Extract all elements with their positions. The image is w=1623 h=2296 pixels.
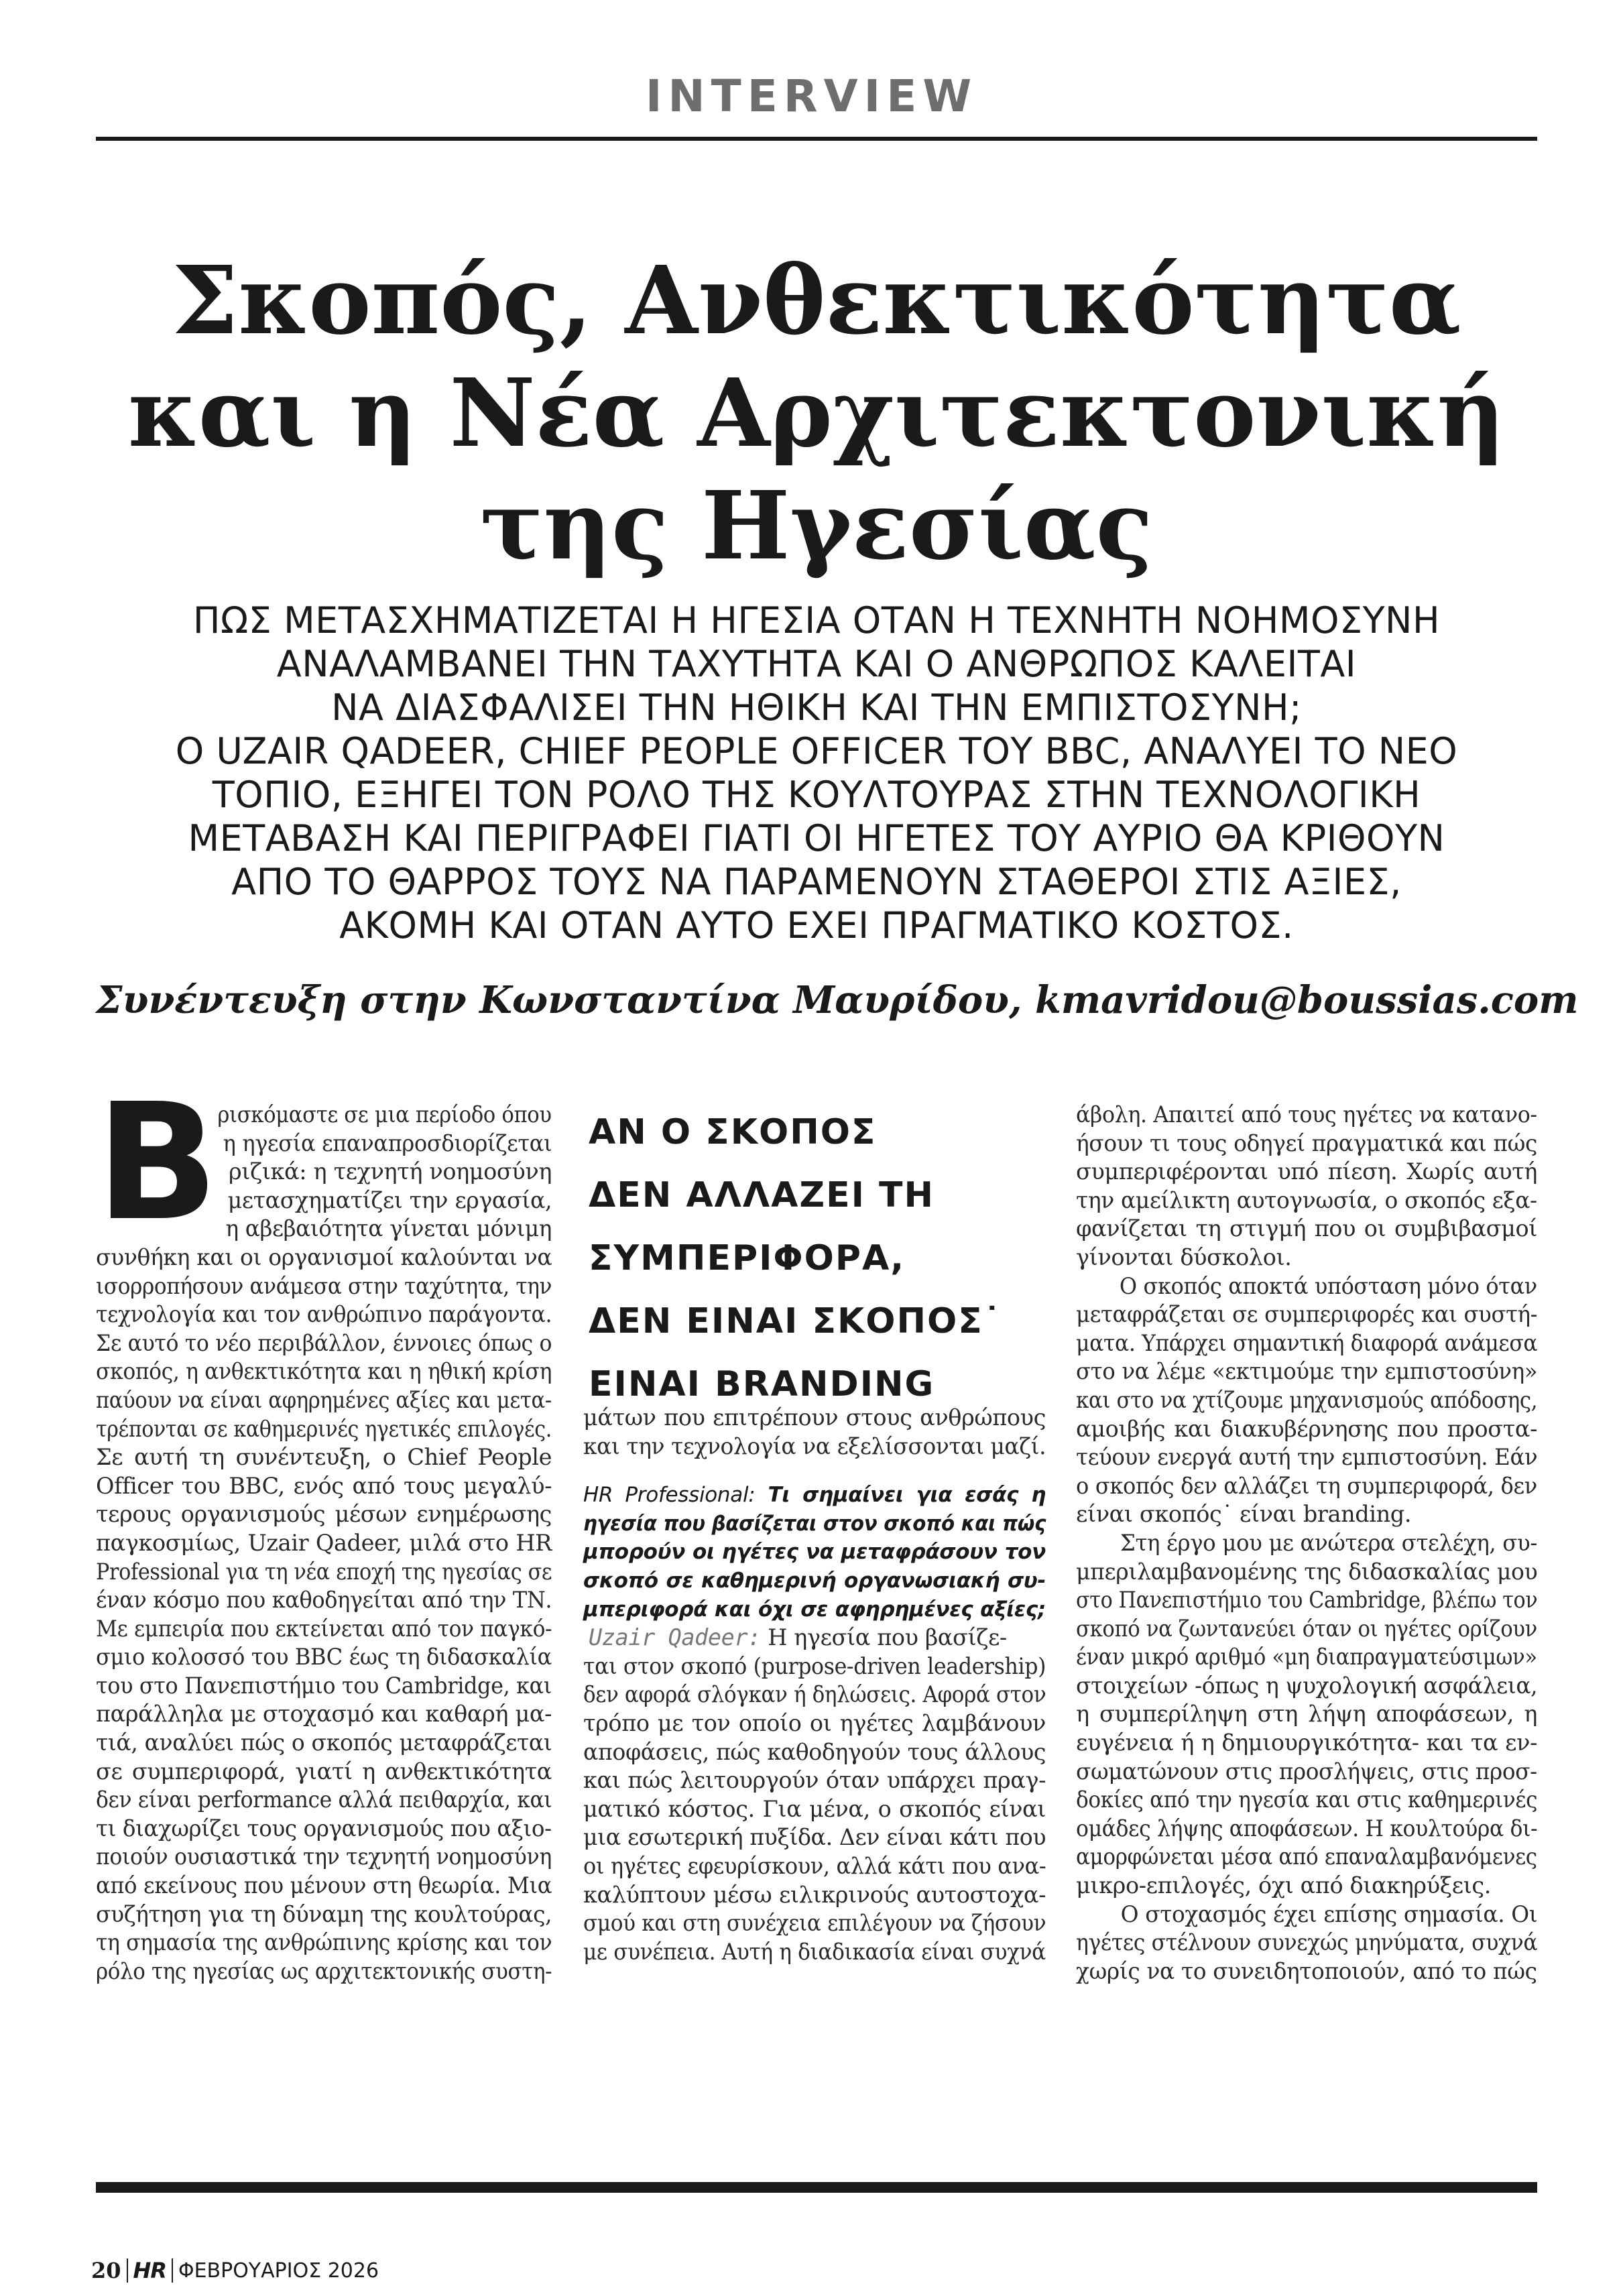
question-line [583,1481,1046,1510]
footer-divider [127,2258,128,2283]
headline-line: και η Νέα Αρχιτεκτονική [127,359,1506,469]
standfirst-line: ΠΩΣ ΜΕΤΑΣΧΗΜΑΤΙΖΕΤΑΙ Η ΗΓΕΣΙΑ ΟΤΑΝ Η ΤΕΧΝΗΤΗ ΝΟΗΜΟΣΥΝΗ [192,599,1441,642]
pull-quote-line: ΣΥΜΠΕΡΙΦΟΡΑ, [589,1238,905,1278]
text-line: γίνονται δύσκολοι. [1076,1244,1292,1270]
question-line: σκοπό σε καθημερινή οργανωσιακή συ- [583,1568,1046,1593]
text-line: ήσουν τι τους οδηγεί πραγματικά και πώς [1076,1130,1538,1156]
bottom-rule [96,2182,1537,2193]
text-line: συμπεριφέρονται υπό πίεση. Χωρίς αυτή [1076,1158,1537,1185]
text-line: δοκίες από την ηγεσία και στις καθημερινές [1076,1787,1538,1813]
text-line: έναν κόσμο που καθοδηγείται από την ΤΝ. [96,1587,552,1614]
text-line: η συμπερίληψη στη λήψη αποφάσεων, η [1076,1701,1537,1728]
text-line: παράλληλα με στοχασμό και καθαρή μα- [96,1701,552,1728]
question-line: ηγεσία που βασίζεται στον σκοπό και πώς [583,1511,1046,1536]
text-line: Σε αυτή τη συνέντευξη, ο Chief People [96,1444,552,1471]
text-line: ομάδες λήψης αποφάσεων. Η κουλτούρα δι- [1076,1815,1538,1841]
standfirst-line: ΜΕΤΑΒΑΣΗ ΚΑΙ ΠΕΡΙΓΡΑΦΕΙ ΓΙΑΤΙ ΟΙ ΗΓΕΤΕΣ ΤΟΥ ΑΥΡΙΟ ΘΑ ΚΡΙΘΟΥΝ [188,817,1445,859]
pull-quote-line: ΕΙΝΑΙ BRANDING [589,1364,935,1404]
text-line: άβολη. Απαιτεί από τους ηγέτες να κατανο- [1076,1101,1537,1128]
pull-quote-line: ΑΝ Ο ΣΚΟΠΟΣ [589,1112,877,1152]
text-line: δεν είναι performance αλλά πειθαρχία, και [96,1787,552,1813]
text-line: μια εσωτερική πυξίδα. Δεν είναι κάτι που [583,1824,1046,1851]
section-label: INTERVIEW [645,70,978,122]
standfirst-line: ΝΑ ΔΙΑΣΦΑΛΙΣΕΙ ΤΗΝ ΗΘΙΚΗ ΚΑΙ ΤΗΝ ΕΜΠΙΣΤΟΣΥΝΗ; [331,686,1302,729]
text-line: τη σημασία της ανθρώπινης κρίσης και τον [96,1929,552,1956]
headline-line: της Ηγεσίας [480,471,1153,581]
text-line: συζήτηση για τη δύναμη της κουλτούρας, [96,1900,552,1927]
text-line: η αβεβαιότητα γίνεται μόνιμη [225,1215,552,1242]
text-line: σμού και στη συνέχεια επιλέγουν να ζήσουν [583,1910,1046,1937]
text-line: τρέπονται σε καθημερινές ηγετικές επιλογές. [96,1415,552,1442]
answer-line [583,1624,1046,1652]
pull-quote [589,1101,1044,1416]
standfirst-line: ΤΟΠΙΟ, ΕΞΗΓΕΙ ΤΟΝ ΡΟΛΟ ΤΗΣ ΚΟΥΛΤΟΥΡΑΣ ΣΤΗΝ ΤΕΧΝΟΛΟΓΙΚΗ [212,774,1421,816]
text-line: παγκοσμίως, Uzair Qadeer, μιλά στο HR [96,1529,552,1556]
body-column-3 [1076,1101,1537,1986]
text-line: στο Πανεπιστήμιο του Cambridge, βλέπω τον [1076,1587,1538,1614]
text-line: τεύουν ενεργά αυτή την εμπιστοσύνη. Εάν [1076,1444,1538,1471]
text-line: και την τεχνολογία να εξελίσσονται μαζί. [583,1433,1046,1459]
text-line: μεταφράζεται σε συμπεριφορές και συστή- [1076,1301,1538,1328]
top-rule [96,137,1537,141]
text-line: στοιχείων -όπως η ψυχολογική ασφάλεια, [1076,1672,1538,1699]
question-line: μπεριφορά και όχι σε αφηρημένες αξίες; [583,1597,1046,1622]
text-line: τερους οργανισμούς μέσων ενημέρωσης [96,1501,552,1528]
text-line: ματα. Υπάρχει σημαντική διαφορά ανάμεσα [1076,1329,1538,1356]
standfirst-line: ΑΠΟ ΤΟ ΘΑΡΡΟΣ ΤΟΥΣ ΝΑ ΠΑΡΑΜΕΝΟΥΝ ΣΤΑΘΕΡΟΙ ΣΤΙΣ ΑΞΙΕΣ, [231,861,1402,903]
footer-divider [172,2258,173,2283]
answer-text: Η ηγεσία που βασίζε- [761,1624,1007,1651]
text-line: αμορφώνεται μέσα από επαναλαμβανόμενες [1076,1844,1537,1870]
text-line: αμοιβής και διακυβέρνησης που προστα- [1076,1415,1537,1442]
text-line: ρόλο της ηγεσίας ως αρχιτεκτονικής συστη- [96,1957,552,1984]
pull-quote-line: ΔΕΝ ΑΛΛΑΖΕΙ ΤΗ [589,1175,935,1215]
speaker-name: Uzair Qadeer: [589,1624,761,1651]
text-line: σε συμπεριφορά, γιατί η ανθεκτικότητα [96,1758,552,1785]
text-line: και πώς λειτουργούν όταν υπάρχει πραγ- [583,1767,1046,1794]
text-line: Σε αυτό το νέο περιβάλλον, έννοιες όπως ο [96,1329,552,1356]
text-line: και στο να χτίζουμε μηχανισμούς απόδοσης, [1076,1386,1538,1413]
text-line: Ο στοχασμός έχει επίσης σημασία. Οι [1120,1900,1538,1927]
text-line: μάτων που επιτρέπουν στους ανθρώπους [583,1404,1046,1431]
text-line: Professional για τη νέα εποχή της ηγεσίας σε [96,1558,552,1585]
text-line: του στο Πανεπιστήμιο του Cambridge, και [96,1672,552,1699]
paragraph-gap [583,1461,1046,1481]
text-line: αποφάσεις, πώς καθοδηγούν τους άλλους [583,1738,1046,1765]
text-line: ισορροπήσουν ανάμεσα στην ταχύτητα, την [96,1272,552,1299]
text-line: την αμείλικτη αυτογνωσία, ο σκοπός εξα- [1076,1187,1537,1213]
question-label: HR Professional: [583,1483,756,1508]
text-line: τεχνολογία και τον ανθρώπινο παράγοντα. [96,1301,552,1328]
text-line: σμιο κολοσσό του BBC έως τη διδασκαλία [96,1644,552,1671]
text-line: Στη έργο μου με ανώτερα στελέχη, συ- [1120,1529,1537,1556]
question-line: μπορούν οι ηγέτες να μεταφράσουν τον [583,1540,1046,1565]
text-line: σκοπό να ζωντανεύει όταν οι ηγέτες ορίζουν [1076,1615,1537,1642]
text-line: ευγένεια ή η δημιουργικότητα- και τα εν- [1076,1730,1537,1756]
text-line: ται στον σκοπό (purpose-driven leadership) [583,1652,1046,1679]
text-line: τρόπο με τον οποίο οι ηγέτες λαμβάνουν [583,1709,1046,1736]
text-line: μπεριλαμβανομένης της διδασκαλίας μου [1076,1558,1538,1585]
magazine-logo: HR [133,2258,166,2283]
text-line: δεν αφορά σλόγκαν ή δηλώσεις. Αφορά στον [583,1681,1046,1708]
body-column-1 [96,1069,552,1986]
text-line: συνθήκη και οι οργανισμοί καλούνται να [96,1244,552,1270]
text-line: Ο σκοπός αποκτά υπόσταση μόνο όταν [1119,1272,1537,1299]
pull-quote-line: ΔΕΝ ΕΙΝΑΙ ΣΚΟΠΟΣ˙ [589,1301,1002,1341]
headline-line: Σκοπός, Ανθεκτικότητα [172,246,1461,356]
text-line: ποιούν ουσιαστικά την τεχνητή νοημοσύνη [96,1844,552,1870]
text-line: χωρίς να το συνειδητοποιούν, από το πώς [1076,1957,1537,1984]
text-line: ο σκοπός δεν αλλάζει τη συμπεριφορά, δεν [1076,1472,1537,1499]
text-line: τιά, αναλύει πώς ο σκοπός μεταφράζεται [96,1730,552,1756]
byline: Συνέντευξη στην Κωνσταντίνα Μαυρίδου, kmavridou@boussias.com [96,978,1579,1022]
text-line: ρισκόμαστε σε μια περίοδο όπου [217,1101,552,1128]
text-line: μικρο-επιλογές, όχι από διακηρύξεις. [1076,1872,1492,1899]
issue-date: ΦΕΒΡΟΥΑΡΙΟΣ 2026 [178,2258,379,2283]
text-line: οι ηγέτες εφευρίσκουν, αλλά κάτι που ανα- [583,1852,1046,1879]
text-line: ματικό κόστος. Για μένα, ο σκοπός είναι [583,1795,1046,1822]
drop-cap: Β [96,1069,219,1256]
text-line: σωματώνουν στις προσλήψεις, στις προσ- [1076,1758,1537,1785]
text-line: Officer του BBC, ενός από τους μεγαλύ- [96,1472,552,1499]
text-line: ηγέτες στέλνουν συνεχώς μηνύματα, συχνά [1076,1929,1538,1956]
page-footer [91,2254,379,2287]
text-line: ριζικά: η τεχνητή νοημοσύνη [229,1158,552,1185]
standfirst-line: ΑΝΑΛΑΜΒΑΝΕΙ ΤΗΝ ΤΑΧΥΤΗΤΑ ΚΑΙ Ο ΑΝΘΡΩΠΟΣ ΚΑΛΕΙΤΑΙ [276,643,1357,685]
text-line: σκοπός, η ανθεκτικότητα και η ηθική κρίση [96,1358,552,1385]
question-text: Τι σημαίνει για εσάς η [755,1483,1046,1508]
page-number: 20 [91,2258,121,2283]
standfirst [96,599,1537,947]
body-column-2 [583,1404,1046,1966]
text-line: έναν μικρό αριθμό «μη διαπραγματεύσιμων» [1076,1644,1537,1671]
article-headline [96,245,1537,583]
text-line: τι διαχωρίζει τους οργανισμούς που αξιο- [96,1815,552,1841]
standfirst-line: ΑΚΟΜΗ ΚΑΙ ΟΤΑΝ ΑΥΤΟ ΕΧΕΙ ΠΡΑΓΜΑΤΙΚΟ ΚΟΣΤΟΣ. [339,904,1294,947]
text-line: από εκείνους που μένουν στη θεωρία. Μια [96,1872,552,1899]
text-line: Με εμπειρία που εκτείνεται από τον παγκό- [96,1615,552,1642]
text-line: φανίζεται τη στιγμή που οι συμβιβασμοί [1076,1215,1537,1242]
text-line: με συνέπεια. Αυτή η διαδικασία είναι συχνά [583,1938,1046,1965]
text-line: μετασχηματίζει την εργασία, [227,1187,552,1213]
text-line: στο να λέμε «εκτιμούμε την εμπιστοσύνη» [1076,1358,1538,1385]
text-line: είναι σκοπός˙ είναι branding. [1076,1501,1412,1528]
text-line: παύουν να είναι αφηρημένες αξίες και μετα- [96,1386,552,1413]
standfirst-line: Ο UZAIR QADEER, CHIEF PEOPLE OFFICER ΤΟΥ BBC, ΑΝΑΛΥΕΙ ΤΟ ΝΕΟ [175,730,1458,772]
text-line: η ηγεσία επαναπροσδιορίζεται [223,1130,552,1156]
text-line: καλύπτουν μέσω ειλικρινούς αυτοστοχα- [583,1881,1046,1908]
